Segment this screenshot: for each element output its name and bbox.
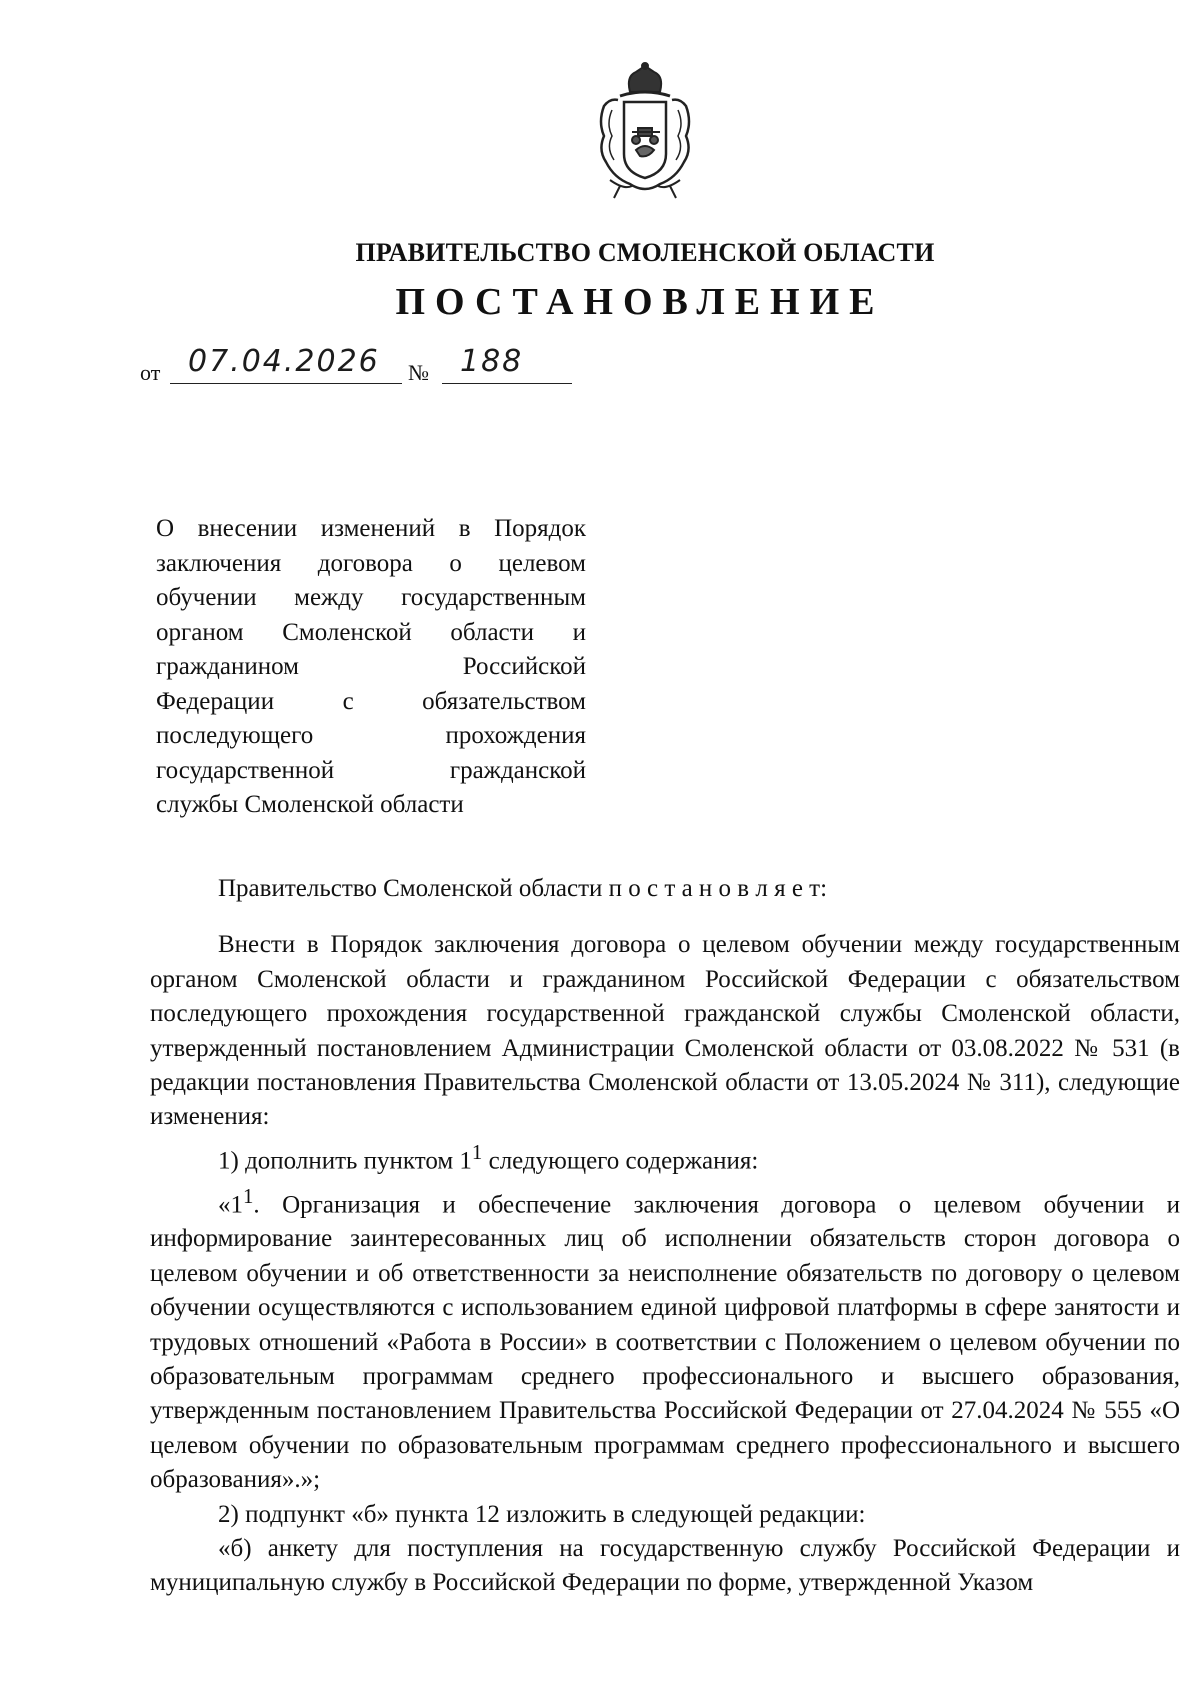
government-name: ПРАВИТЕЛЬСТВО СМОЛЕНСКОЙ ОБЛАСТИ xyxy=(355,238,935,267)
number-prefix: № xyxy=(408,360,429,385)
quote-1-superscript: 1 xyxy=(243,1183,254,1208)
date-prefix: от xyxy=(140,360,161,385)
resolution-body xyxy=(150,872,1180,1601)
subject-line: гражданином Российской xyxy=(156,653,586,680)
item-1-quote xyxy=(150,1179,1180,1498)
item-1-superscript: 1 xyxy=(471,1139,483,1164)
handwritten-date: 07.04.2026 xyxy=(188,344,380,379)
resolution-intro: Правительство Смоленской области п о с т а н о в л я е т: xyxy=(218,875,828,902)
item-2: 2) подпункт «б» пункта 12 изложить в следующей редакции: xyxy=(218,1500,866,1528)
subject-line: обучении между государственным xyxy=(156,584,586,611)
item-1-text: 1) дополнить пунктом 1 xyxy=(218,1147,472,1175)
document-type: ПОСТАНОВЛЕНИЕ xyxy=(395,281,885,323)
subject-line: органом Смоленской области и xyxy=(156,618,586,646)
date-underline xyxy=(170,383,402,384)
item-1 xyxy=(150,1135,1180,1179)
item-1-text-end: следующего содержания: xyxy=(482,1147,759,1175)
subject-line: последующего прохождения xyxy=(156,722,586,749)
coat-of-arms-emblem xyxy=(590,62,700,202)
handwritten-number: 188 xyxy=(460,344,524,379)
document-subject xyxy=(156,512,586,823)
item-2-quote: «б) анкету для поступления на государственную службу Российской Федерации и муниципальную службу в Российской Федерации по форме, утвержденной Указом xyxy=(150,1534,1180,1597)
quote-1-text: . Организация и обеспечение заключения договора о целевом обучении и информирование заинтересованных лиц об исполнении обязательств сторон договора о целевом обучении и об ответственности за неисполнение обязательств по договору о целевом обучении осуществляются с использованием единой цифровой платформы в сфере занятости и трудовых отношений «Работа в России» в соответствии с Положением о целевом обучении по образовательным программам среднего профессионального и высшего образования, утвержденным постановлением Правительства Российской Федерации от 27.04.2024 № 555 «О целевом обучении по образовательным программам среднего профессионального и высшего образования».»; xyxy=(150,1190,1180,1494)
resolution-main-paragraph: Внести в Порядок заключения договора о целевом обучении между государственным органом Смоленской области и гражданином Российской Федерации с обязательством последующего прохождения государственной гражданской службы Смоленской области, утвержденный постановлением Администрации Смоленской области от 03.08.2022 № 531 (в редакции постановления Правительства Смоленской области от 13.05.2024 № 311), следующие изменения: xyxy=(150,931,1180,1131)
number-underline xyxy=(442,383,572,384)
subject-line: государственной гражданской xyxy=(156,756,586,784)
subject-line: заключения договора о целевом xyxy=(156,549,586,577)
subject-line: службы Смоленской области xyxy=(156,791,464,818)
quote-1-start: «1 xyxy=(218,1190,243,1218)
subject-line: Федерации с обязательством xyxy=(156,687,586,715)
subject-line: О внесении изменений в Порядок xyxy=(156,515,586,542)
